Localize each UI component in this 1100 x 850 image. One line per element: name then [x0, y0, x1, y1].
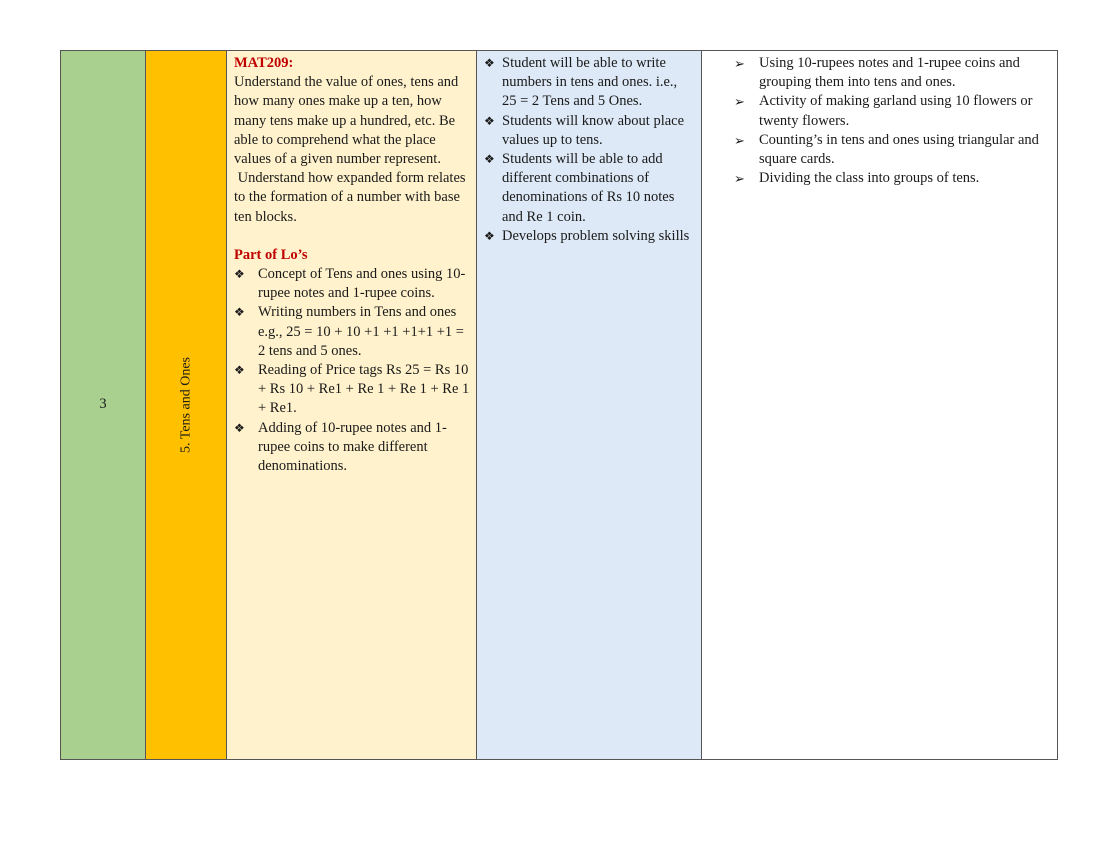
parts-list — [234, 265, 470, 476]
list-item: ➢ Activity of making garland using 10 flowers or twenty flowers. — [734, 93, 1033, 129]
activities-list — [734, 54, 1047, 188]
diamond-bullet-icon: ❖ — [234, 305, 245, 320]
list-item: ❖ Students will be able to add different combinations of denominations of Rs 10 notes and Re 1 coin. — [484, 151, 675, 225]
diamond-bullet-icon: ❖ — [484, 152, 495, 167]
arrow-bullet-icon: ➢ — [734, 171, 745, 187]
outcomes-list — [484, 54, 695, 246]
list-item: ❖ Develops problem solving skills — [484, 227, 695, 246]
list-item: ❖ Writing numbers in Tens and ones e.g., 25 = 10 + 10 +1 +1 +1+1 +1 = 2 tens and 5 ones. — [234, 304, 464, 359]
arrow-bullet-icon: ➢ — [734, 94, 745, 110]
topic-title: 5. Tens and Ones — [178, 357, 194, 453]
list-item: ❖ Student will be able to write numbers in tens and ones. i.e., 25 = 2 Tens and 5 Ones. — [484, 55, 678, 110]
part-heading: Part of Lo’s — [234, 246, 308, 263]
diamond-bullet-icon: ❖ — [234, 363, 245, 378]
diamond-bullet-icon: ❖ — [234, 267, 245, 282]
list-item: ❖ Adding of 10-rupee notes and 1-rupee coins to make different denominations. — [234, 419, 447, 475]
activities-cell — [702, 51, 1058, 760]
outcomes-cell — [477, 51, 702, 760]
list-item: ➢ Counting’s in tens and ones using triangular and square cards. — [734, 131, 1039, 168]
objective-description-2: Understand how expanded form relates to the formation of a number with base ten blocks. — [234, 170, 470, 225]
serial-cell — [61, 51, 146, 760]
diamond-bullet-icon: ❖ — [484, 228, 495, 243]
lesson-plan-table — [60, 50, 1058, 760]
learning-objectives-cell — [227, 51, 477, 760]
serial-number: 3 — [99, 396, 107, 413]
objective-description: Understand the value of ones, tens and how many ones make up a ten, how many tens make up a hundred, etc. Be able to comprehend what the place values of a given number represent. — [234, 74, 459, 168]
topic-cell — [146, 51, 227, 760]
list-item: ➢ Dividing the class into groups of tens. — [734, 169, 1047, 188]
diamond-bullet-icon: ❖ — [484, 56, 495, 70]
list-item: ❖ Concept of Tens and ones using 10- rupee notes and 1-rupee coins. — [234, 266, 466, 302]
diamond-bullet-icon: ❖ — [234, 420, 245, 435]
list-item: ❖ Reading of Price tags Rs 25 = Rs 10 + Rs 10 + Re1 + Re 1 + Re 1 + Re 1 + Re1. — [234, 362, 470, 417]
arrow-bullet-icon: ➢ — [734, 56, 745, 71]
diamond-bullet-icon: ❖ — [484, 113, 495, 128]
objective-code: MAT209: — [234, 55, 294, 71]
table-row — [61, 51, 1058, 760]
list-item: ❖ Students will know about place values up to tens. — [484, 112, 685, 148]
arrow-bullet-icon: ➢ — [734, 132, 745, 148]
list-item: ➢ Using 10-rupees notes and 1-rupee coins and grouping them into tens and ones. — [734, 55, 1020, 91]
